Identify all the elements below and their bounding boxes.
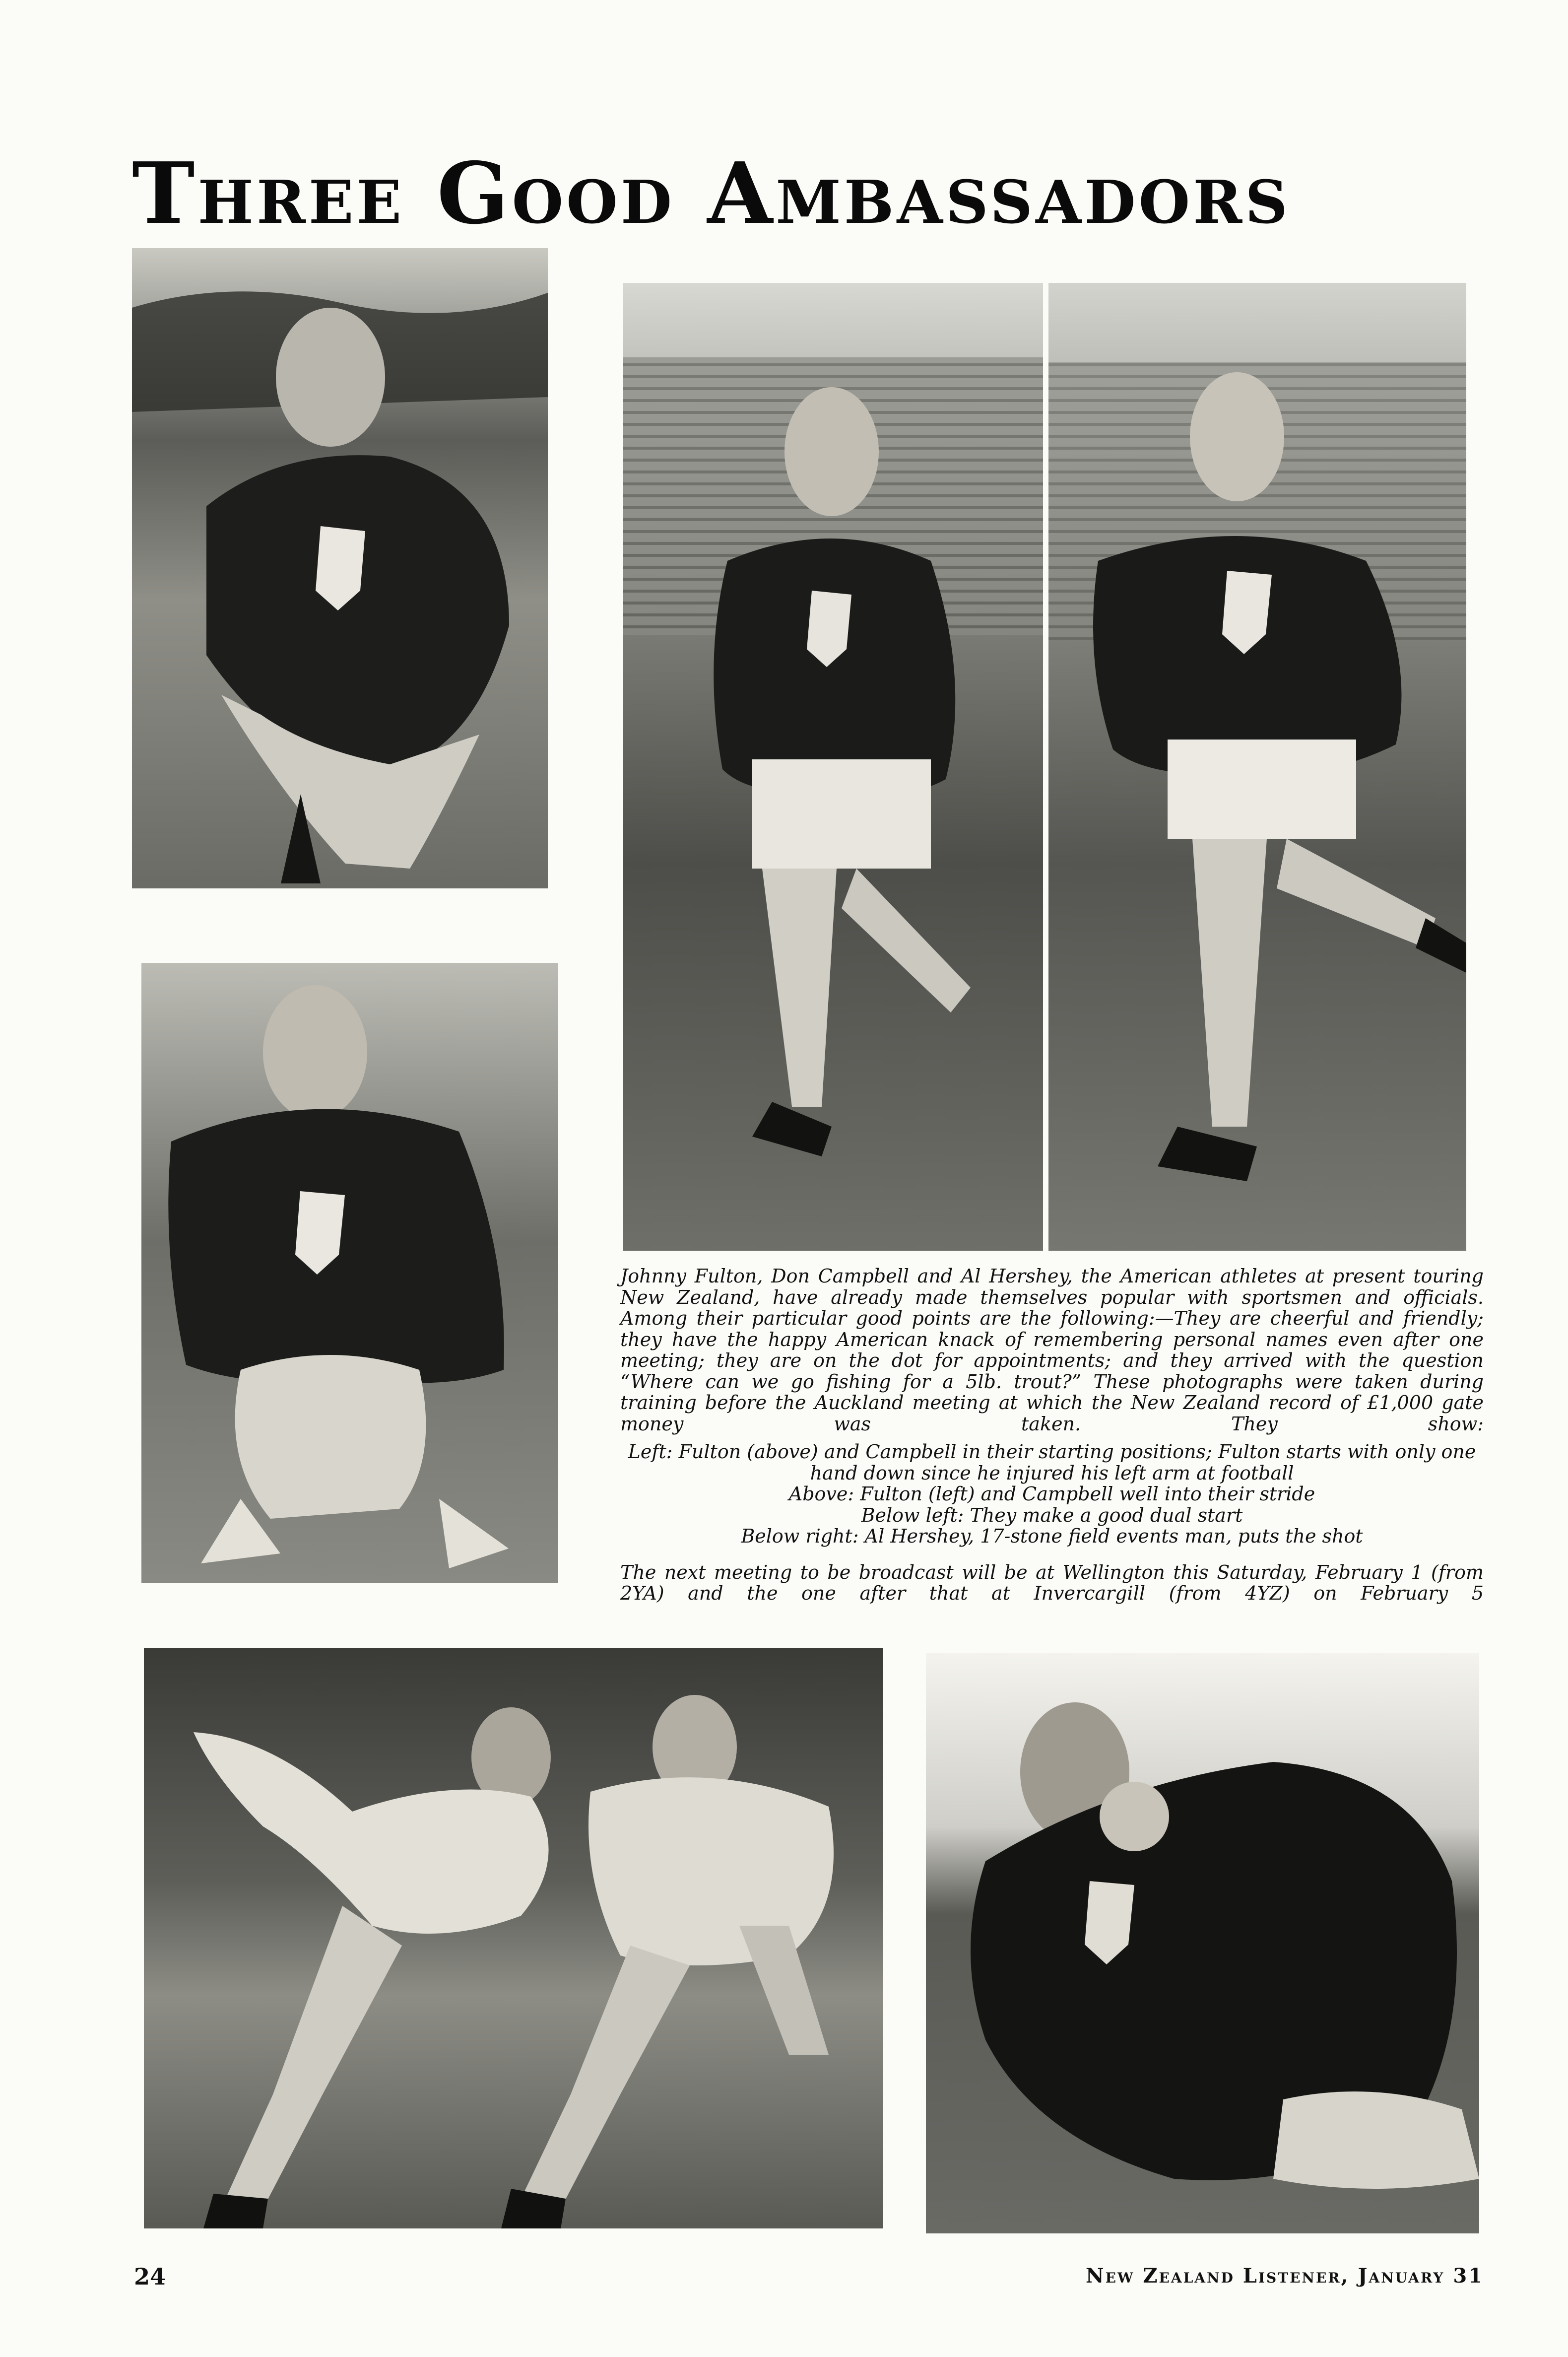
page-headline: Three Good Ambassadors	[132, 144, 1291, 243]
photo-fulton-running	[623, 283, 1043, 1251]
caption-left: Left: Fulton (above) and Campbell in their starting positions; Fulton starts with only one hand down since he injured his left arm at football	[628, 1441, 1476, 1484]
page-number: 24	[134, 2263, 166, 2290]
caption-next-meeting: The next meeting to be broadcast will be at Wellington this Saturday, February 1 (from 2YA) and the one after that at Invercargill (from 4YZ) on February 5	[620, 1561, 1484, 1604]
photo-dual-start	[144, 1648, 883, 2228]
caption-above: Above: Fulton (left) and Campbell well into their stride	[788, 1483, 1315, 1505]
article-caption	[620, 1266, 1484, 1604]
caption-below-right: Below right: Al Hershey, 17-stone field events man, puts the shot	[741, 1525, 1363, 1547]
publication-footer: New Zealand Listener, January 31	[1086, 2264, 1484, 2288]
photo-hershey-shot-put	[926, 1653, 1479, 2233]
caption-below-left: Below left: They make a good dual start	[861, 1504, 1243, 1526]
photo-campbell-running	[1048, 283, 1466, 1251]
caption-intro: Johnny Fulton, Don Campbell and Al Hershey, the American athletes at present touring New Zealand, have already made themselves popular with sportsmen and officials. Among their particular good points are the following:—They are cheerful and friendly; they have the happy American knack of remembering personal names even after one meeting; they are on the dot for appointments; and they arrived with the question “Where can we go fishing for a 5lb. trout?” These photographs were taken during training before the Auckland meeting at which the New Zealand record of £1,000 gate money was taken. They show:	[620, 1265, 1484, 1435]
photo-campbell-starting-position	[141, 963, 558, 1583]
photo-fulton-starting-position	[132, 248, 548, 888]
